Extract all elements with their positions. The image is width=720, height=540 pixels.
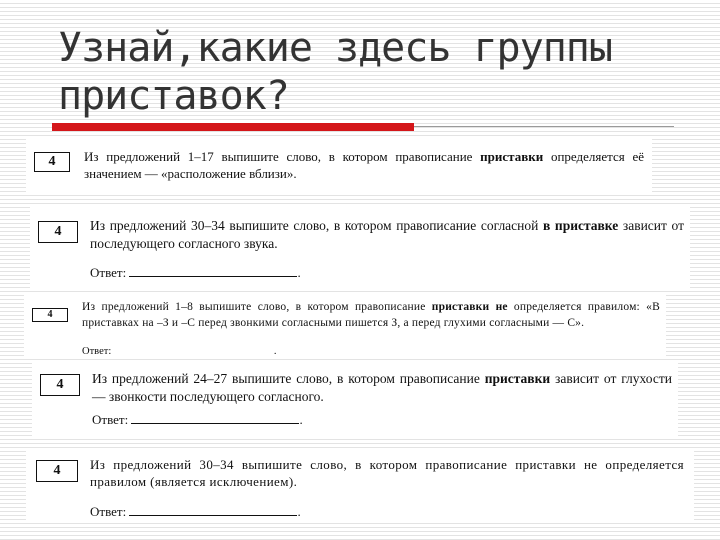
task-text-before: Из предложений 30–34 выпишите слово, в котором правописание согласной — [90, 218, 543, 233]
slide-title — [58, 24, 698, 120]
task-text-bold: приставки не — [431, 301, 508, 313]
task-text-before: Из предложений 1–8 выпишите слово, в котором правописание — [82, 301, 432, 313]
answer-end: . — [297, 265, 301, 280]
task-text-after: определяется правилом: «В приставках на –З и –С перед звонкими согласными пишется З, а перед глухими согласными — С». — [82, 301, 660, 329]
answer-blank[interactable] — [129, 275, 297, 277]
answer-label: Ответ: — [92, 412, 132, 427]
answer-end: . — [273, 346, 277, 357]
title-line-1: Узнай,какие здесь группы — [58, 25, 612, 71]
task-text-before: Из предложений 1–17 выпишите слово, в котором правописание — [84, 149, 481, 164]
task-text-bold: в приставке — [543, 218, 619, 233]
task-number-box: 4 — [38, 221, 78, 243]
answer-field — [82, 346, 276, 357]
task-card-2 — [30, 205, 690, 291]
title-accent-bar — [52, 123, 414, 131]
title-line-2: приставок? — [58, 73, 289, 119]
task-text — [90, 457, 684, 491]
task-text-bold: приставки — [484, 371, 551, 386]
task-text — [82, 300, 660, 331]
task-text-after: зависит от последующего согласного звука. — [90, 218, 685, 251]
task-card-1 — [26, 138, 652, 194]
answer-label: Ответ: — [90, 504, 130, 519]
task-card-4 — [32, 362, 678, 438]
task-text-before: Из предложений 24–27 выпишите слово, в котором правописание — [92, 371, 485, 386]
answer-end: . — [299, 412, 303, 427]
task-number-box: 4 — [36, 460, 78, 482]
answer-field — [92, 412, 303, 428]
task-number-box: 4 — [40, 374, 80, 396]
task-card-3 — [24, 294, 666, 356]
answer-field — [90, 504, 301, 520]
answer-end: . — [297, 504, 301, 519]
task-text — [90, 217, 684, 252]
answer-label: Ответ: — [82, 346, 114, 357]
answer-blank[interactable] — [131, 422, 299, 424]
task-text — [92, 370, 672, 405]
task-text-bold: приставки — [480, 149, 544, 164]
task-text-before: Из предложений 30–34 выпишите слово, в котором правописание приставки не определяется правилом (является исключением). — [90, 457, 684, 489]
answer-label: Ответ: — [90, 265, 130, 280]
task-text — [84, 149, 644, 183]
answer-field — [90, 265, 301, 281]
task-text-after: определяется её значением — «расположение вблизи». — [84, 149, 644, 181]
task-card-5 — [26, 448, 694, 522]
task-text-after: зависит от глухости — звонкости последующего согласного. — [92, 371, 672, 404]
answer-blank[interactable] — [129, 514, 297, 516]
answer-blank[interactable] — [114, 352, 274, 354]
title-accent-rule — [414, 126, 674, 127]
task-number-box: 4 — [32, 308, 68, 322]
task-number-box: 4 — [34, 152, 70, 172]
